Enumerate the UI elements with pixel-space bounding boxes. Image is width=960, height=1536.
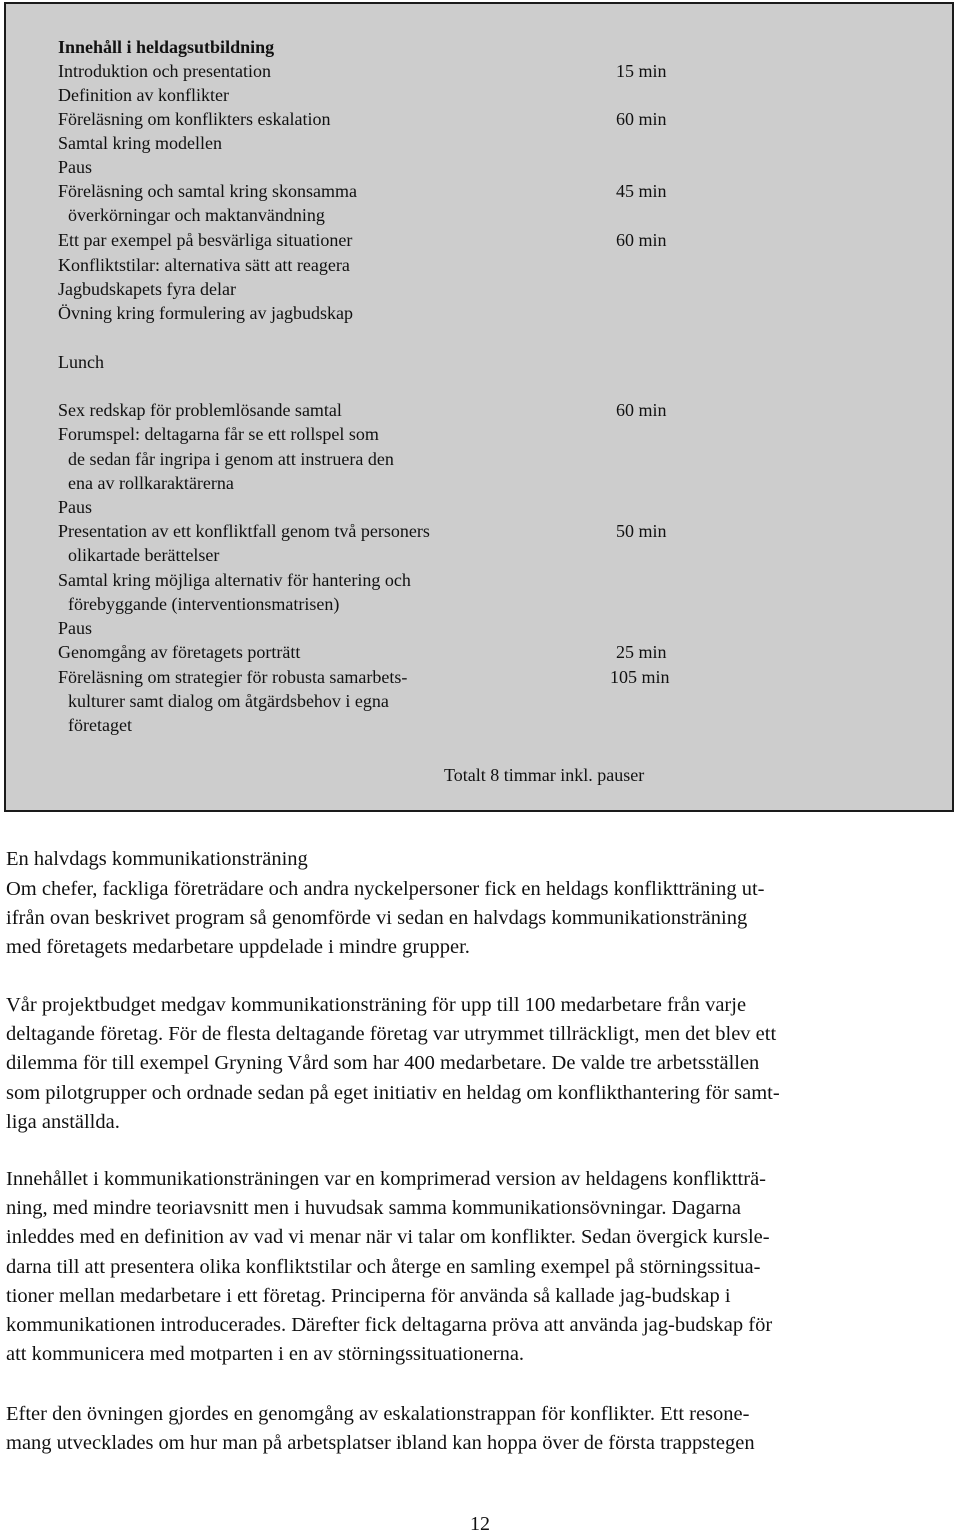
item-label: Definition av konflikter [58,85,229,105]
program-item [58,59,708,83]
item-label: Paus [58,618,93,638]
text-line: ning, med mindre teoriavsnitt men i huvudsak samma kommunikationsövningar. Dagarna [6,1197,742,1220]
item-label: överkörningar och maktanvändning [68,205,325,225]
program-item [58,592,708,616]
paragraph-1 [6,875,956,963]
item-label: företaget [68,715,132,735]
program-item [58,689,708,713]
program-title-row [58,35,708,59]
item-label: Föreläsning och samtal kring skonsamma [58,181,357,201]
item-label: Ett par exempel på besvärliga situationer [58,230,353,250]
program-item [58,447,708,471]
program-item [58,471,708,495]
item-label: olikartade berättelser [68,545,220,565]
program-item [58,713,708,737]
text-line: som pilotgrupper och ordnade sedan på eget initiativ en heldag om konflikthantering för samt- [6,1081,780,1104]
program-item [58,665,708,689]
program-item [58,228,708,252]
item-label: de sedan får ingripa i genom att instruera den [68,449,394,469]
text-line: kommunikationen introducerades. Därefter fick deltagarna pröva att använda jag-budskap för [6,1314,773,1337]
text-line: liga anställda. [6,1110,120,1133]
page-number: 12 [470,1513,490,1535]
item-duration: 45 min [616,181,667,201]
heading-text: En halvdags kommunikationsträning [6,848,308,870]
paragraph-3 [6,1165,956,1369]
text-line: mang utvecklades om hur man på arbetsplatser ibland kan hoppa över de första trappstegen [6,1432,755,1455]
program-item [58,350,708,374]
item-label: Konfliktstilar: alternativa sätt att reagera [58,255,350,275]
program-item [58,543,708,567]
item-label: kulturer samt dialog om åtgärdsbehov i egna [68,691,389,711]
text-line: att kommunicera med motparten i en av störningssituationerna. [6,1343,525,1366]
program-item [58,277,708,301]
program-item [58,519,708,543]
item-label: Forumspel: deltagarna får se ett rollspel som [58,424,379,444]
item-duration: 25 min [616,642,667,662]
program-title: Innehåll i heldagsutbildning [58,37,275,57]
item-label: Samtal kring modellen [58,133,222,153]
text-line: Efter den övningen gjordes en genomgång av eskalationstrappan för konflikter. Ett resone- [6,1403,750,1425]
item-label: ena av rollkaraktärerna [68,473,234,493]
text-line: Innehållet i kommunikationsträningen var en komprimerad version av heldagens konfliktträ- [6,1168,766,1190]
item-label: Paus [58,157,93,177]
program-total: Totalt 8 timmar inkl. pauser [444,765,645,785]
item-label: Sex redskap för problemlösande samtal [58,400,342,420]
item-duration: 50 min [616,521,667,541]
item-label: Övning kring formulering av jagbudskap [58,303,353,323]
program-item [58,398,708,422]
program-item [58,83,708,107]
item-label: Introduktion och presentation [58,61,271,81]
text-line: med företagets medarbetare uppdelade i mindre grupper. [6,936,470,959]
item-label: Jagbudskapets fyra delar [58,279,236,299]
text-line: ifrån ovan beskrivet program så genomförde vi sedan en halvdags kommunikationsträning [6,907,748,930]
program-item [58,422,708,446]
item-label: Lunch [58,352,104,372]
item-duration: 105 min [610,667,670,687]
text-line: deltagande företag. För de flesta deltagande företag var utrymmet tillräckligt, men det blev ett [6,1023,777,1046]
item-duration: 60 min [616,230,667,250]
item-label: Presentation av ett konfliktfall genom två personers [58,521,430,541]
item-label: förebyggande (interventionsmatrisen) [68,594,340,614]
item-duration: 60 min [616,400,667,420]
section-heading [6,845,956,874]
program-item [58,640,708,664]
item-label: Samtal kring möjliga alternativ för hantering och [58,570,411,590]
item-label: Paus [58,497,93,517]
text-line: darna till att presentera olika konfliktstilar och återge en samling exempel på störningssitua- [6,1255,761,1278]
program-item [58,179,708,203]
paragraph-2 [6,991,956,1137]
text-line: Vår projektbudget medgav kommunikationsträning för upp till 100 medarbetare från varje [6,994,747,1016]
program-item [58,155,708,179]
program-item [58,107,708,131]
text-line: dilemma för till exempel Gryning Vård som har 400 medarbetare. De valde tre arbetsställen [6,1052,760,1075]
program-item [58,131,708,155]
program-item [58,301,708,325]
text-line: Om chefer, fackliga företrädare och andra nyckelpersoner fick en heldags konfliktträning ut- [6,878,765,900]
program-item [58,568,708,592]
program-item [58,616,708,640]
item-duration: 15 min [616,61,667,81]
program-item [58,253,708,277]
text-line: tioner mellan medarbetare i ett företag. Principerna för använda så kallade jag-budskap i [6,1284,731,1307]
text-line: inleddes med en definition av vad vi menar när vi talar om konflikter. Sedan övergick kursle- [6,1226,770,1249]
item-label: Föreläsning om konflikters eskalation [58,109,331,129]
item-label: Föreläsning om strategier för robusta samarbets- [58,667,408,687]
item-label: Genomgång av företagets porträtt [58,642,301,662]
program-item [58,495,708,519]
paragraph-4 [6,1400,956,1458]
item-duration: 60 min [616,109,667,129]
